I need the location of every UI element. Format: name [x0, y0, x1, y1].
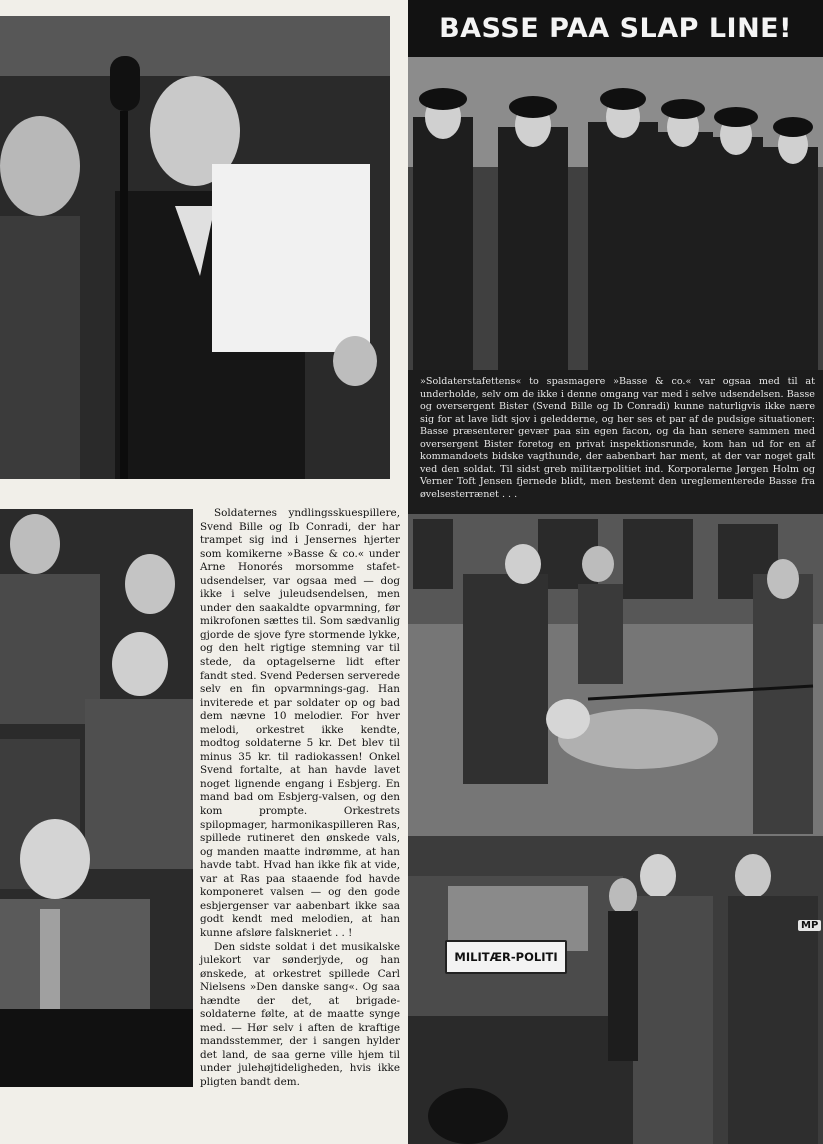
photo-caption: »Soldaterstafettens« to spasmagere »Basse & co.« var ogsaa med til at underholde, selv om de ikke i denne omgang var med i selve udsendelsen. Basse og oversergent Bister (Svend Bille og Ib Conradi) kunne naturligvis ikke nære sig for at lave lidt sjov i geledderne, og her ses et par af de pudsige situationer: Basse præsenterer gevær paa sin egen facon, og da han senere sammen med oversergent Bister foretog en privat inspektionsrunde, kom han ud for en af kommandoets bidske vagthunde, der aabenbart har ment, at der var noget galt ved den soldat. Til sidst greb militærpolitiet ind. Korporalerne Jørgen Holm og Verner Toft Jensen fjernede blidt, men bestemt den ureglementerede Basse fra øvelsesterrænet . . .: [408, 370, 823, 514]
guard-dog-illustration: [408, 514, 823, 836]
photo-soldier-audience: [0, 509, 193, 1087]
military-police-sign: MILITÆR-POLITI: [445, 940, 567, 974]
soldiers-line-illustration: [408, 57, 823, 370]
article-paragraph: Den sidste soldat i det musikalske julekort var sønderjyde, og han ønskede, at orkestret spillede Carl Nielsens »Den danske sang«. Og saa hændte der det, at brigade-soldaterne følte, at de maatte synge med. — Hør selv i aften de kraftige mandsstemmer, der i sangen hylder det land, de saa gerne ville hjem til under julehøjtideligheden, hvis ikke pligten bandt dem.: [200, 940, 400, 1088]
photo-soldiers-in-line: [408, 57, 823, 370]
photo-guard-dog-scene: [408, 514, 823, 836]
headline: BASSE PAA SLAP LINE!: [408, 0, 823, 57]
audience-illustration: [0, 509, 193, 1087]
photo-military-police: [408, 836, 823, 1144]
military-police-illustration: [408, 836, 823, 1144]
announcer-photo-illustration: [0, 16, 390, 479]
mp-armband: MP: [798, 920, 821, 931]
article-body: [200, 507, 400, 1090]
article-paragraph: Soldaternes yndlingsskuespillere, Svend Bille og Ib Conradi, der har trampet sig ind i Jensernes hjerter som komikerne »Basse & co.« under Arne Honorés morsomme stafet-udsendelser, var ogsaa med — dog ikke i selve juleudsendelsen, men under den saakaldte opvarmning, før mikrofonen sættes til. Som sædvanlig gjorde de sjove fyre stormende lykke, og den helt rigtige stemning var til stede, da optagelserne lidt efter fandt sted. Svend Pedersen serverede selv en fin opvarmnings-gag. Han inviterede et par soldater op og bad dem nævne 10 melodier. For hver melodi, orkestret ikke kendte, modtog soldaterne 5 kr. Det blev til minus 35 kr. til radiokassen! Onkel Svend fortalte, at han havde lavet noget lignende engang i Esbjerg. En mand bad om Esbjerg-valsen, og den kom prompte. Orkestrets spilopmager, harmonikaspilleren Ras, spillede rutineret den ønskede vals, og manden maatte indrømme, at han havde tabt. Hvad han ikke fik at vide, var at Ras paa staaende fod havde komponeret valsen — og den gode esbjergenser var aabenbart ikke saa godt kendt med melodien, at han kunne afsløre falskneriet . . !: [200, 507, 400, 939]
photo-announcer-at-microphone: [0, 16, 390, 479]
